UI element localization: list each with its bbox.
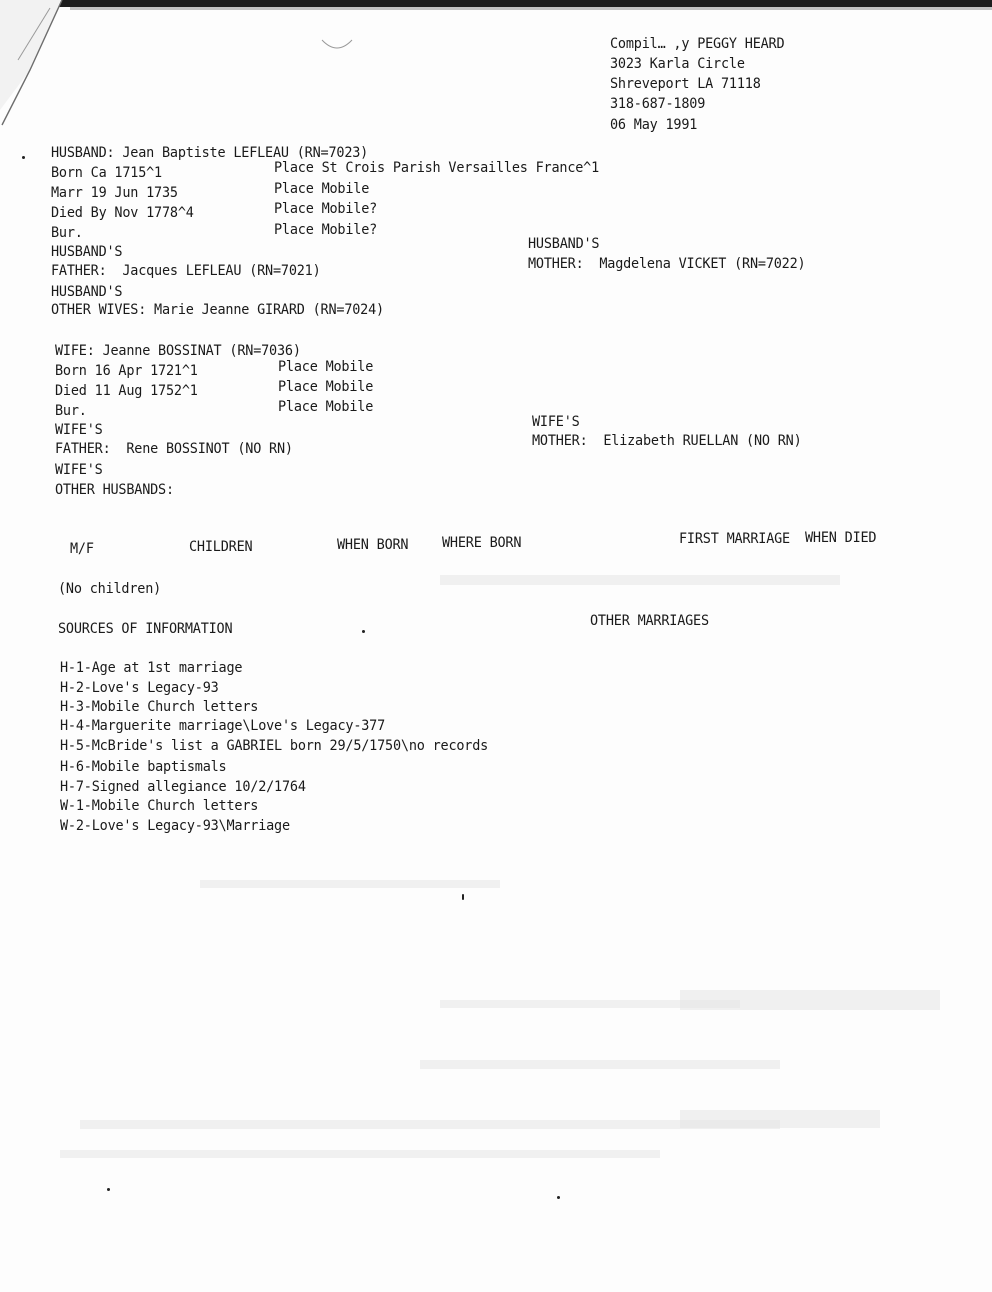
scan-speck — [22, 156, 25, 159]
source-item: H-3-Mobile Church letters — [60, 698, 259, 716]
scan-speck — [362, 630, 365, 633]
compiler-city: Shreveport LA 71118 — [610, 75, 761, 93]
scan-artifact — [420, 1060, 780, 1069]
scan-artifact — [200, 880, 500, 888]
wife-mother-label: WIFE'S — [532, 413, 580, 431]
wife-born: Born 16 Apr 1721^1 — [55, 362, 198, 380]
compiled-by: Compil… ,y PEGGY HEARD — [610, 35, 785, 53]
source-item: H-2-Love's Legacy-93 — [60, 679, 219, 697]
wife-mother: MOTHER: Elizabeth RUELLAN (NO RN) — [532, 432, 802, 450]
col-where-born: WHERE BORN — [442, 534, 522, 552]
scan-artifact — [60, 1150, 660, 1158]
husband-father-label: HUSBAND'S — [51, 243, 123, 261]
wife-father-label: WIFE'S — [55, 421, 103, 439]
col-mf: M/F — [70, 540, 94, 558]
compiler-street: 3023 Karla Circle — [610, 55, 745, 73]
husband-died: Died By Nov 1778^4 — [51, 204, 194, 222]
scan-speck — [557, 1196, 560, 1199]
scan-artifact — [440, 575, 840, 585]
scan-edge-shadow — [70, 7, 992, 10]
scan-top-edge — [58, 0, 992, 7]
col-children: CHILDREN — [189, 538, 253, 556]
source-item: H-7-Signed allegiance 10/2/1764 — [60, 778, 306, 796]
wife-other-label: WIFE'S — [55, 461, 103, 479]
other-marriages-title: OTHER MARRIAGES — [590, 612, 709, 630]
husband-father: FATHER: Jacques LEFLEAU (RN=7021) — [51, 262, 321, 280]
source-item: W-1-Mobile Church letters — [60, 797, 259, 815]
compiled-date: 06 May 1991 — [610, 116, 698, 134]
husband-mother: MOTHER: Magdelena VICKET (RN=7022) — [528, 255, 806, 273]
source-item: H-4-Marguerite marriage\Love's Legacy-377 — [60, 717, 386, 735]
husband-marr-place: Place Mobile — [274, 180, 370, 198]
col-when-died: WHEN DIED — [805, 529, 877, 547]
husband-marr: Marr 19 Jun 1735 — [51, 184, 178, 202]
wife-other-husbands: OTHER HUSBANDS: — [55, 481, 174, 499]
husband-born-place: Place St Crois Parish Versailles France^1 — [274, 159, 600, 177]
wife-father: FATHER: Rene BOSSINOT (NO RN) — [55, 440, 293, 458]
wife-died-place: Place Mobile — [278, 378, 374, 396]
compiler-phone: 318-687-1809 — [610, 95, 706, 113]
source-item: H-1-Age at 1st marriage — [60, 659, 243, 677]
scan-artifact — [680, 990, 940, 1010]
col-first-marriage: FIRST MARRIAGE — [679, 530, 790, 548]
husband-other-label: HUSBAND'S — [51, 283, 123, 301]
col-when-born: WHEN BORN — [337, 536, 409, 554]
husband-bur-place: Place Mobile? — [274, 221, 378, 239]
scan-artifact — [80, 1120, 780, 1129]
no-children-note: (No children) — [58, 580, 162, 598]
husband-other-wives: OTHER WIVES: Marie Jeanne GIRARD (RN=7024) — [51, 301, 384, 319]
scan-speck — [107, 1188, 110, 1191]
husband-died-place: Place Mobile? — [274, 200, 378, 218]
sources-title: SOURCES OF INFORMATION — [58, 620, 233, 638]
scan-artifact — [680, 1110, 880, 1128]
wife-name: WIFE: Jeanne BOSSINAT (RN=7036) — [55, 342, 301, 360]
husband-born: Born Ca 1715^1 — [51, 164, 162, 182]
wife-bur: Bur. — [55, 402, 87, 420]
husband-bur: Bur. — [51, 224, 83, 242]
source-item: H-6-Mobile baptismals — [60, 758, 227, 776]
hole-punch-arc — [320, 38, 354, 54]
source-item: H-5-McBride's list a GABRIEL born 29/5/1750\no records — [60, 737, 489, 755]
folded-corner-mark — [0, 0, 70, 140]
husband-mother-label: HUSBAND'S — [528, 235, 600, 253]
husband-name: HUSBAND: Jean Baptiste LEFLEAU (RN=7023) — [51, 144, 369, 162]
source-item: W-2-Love's Legacy-93\Marriage — [60, 817, 290, 835]
wife-died: Died 11 Aug 1752^1 — [55, 382, 198, 400]
wife-bur-place: Place Mobile — [278, 398, 374, 416]
scan-speck — [462, 894, 464, 900]
wife-born-place: Place Mobile — [278, 358, 374, 376]
